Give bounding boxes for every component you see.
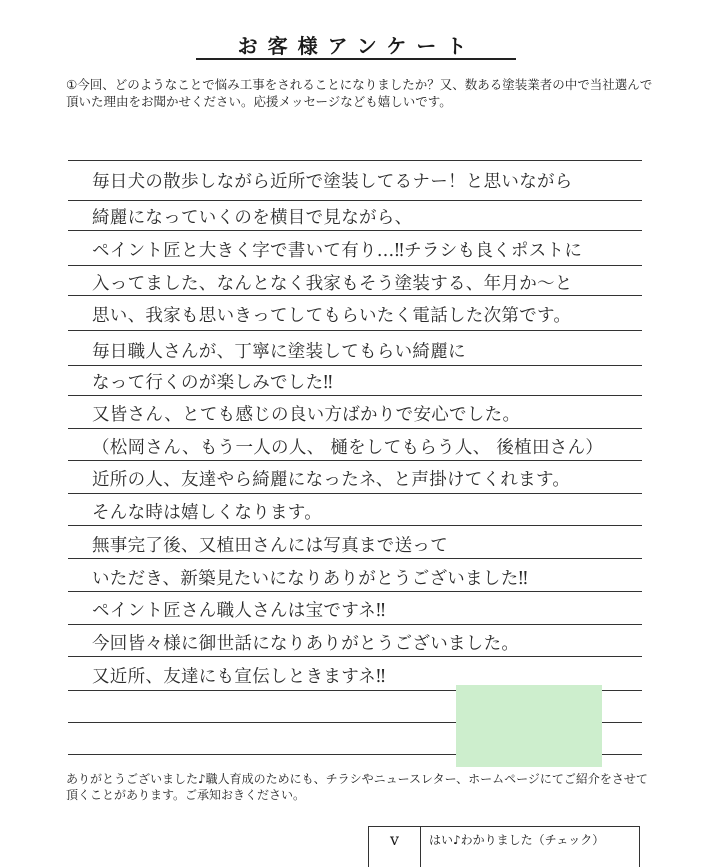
ruled-line <box>68 330 642 331</box>
ruled-line <box>68 656 642 657</box>
ruled-line <box>68 525 642 526</box>
answer-line: （松岡さん、もう一人の人、 樋をしてもらう人、 後植田さん） <box>92 438 604 458</box>
answer-line: 入ってました、なんとなく我家もそう塗装する、年月か～と <box>92 274 573 294</box>
consent-label: はい♪わかりました（チェック） <box>429 833 605 847</box>
answer-line: 近所の人、友達やら綺麗になったネ、と声掛けてくれます。 <box>92 470 571 490</box>
ruled-line <box>68 265 642 266</box>
ruled-line <box>68 395 642 396</box>
ruled-line <box>68 365 642 366</box>
answer-line: 綺麗になっていくのを横目で見ながら、 <box>92 208 413 228</box>
ruled-line <box>68 591 642 592</box>
answer-line: 思い、我家も思いきってしてもらいたく電話した次第です。 <box>92 306 572 326</box>
answer-line: 今回皆々様に御世話になりありがとうございました。 <box>92 634 520 654</box>
ruled-line <box>68 200 642 201</box>
answer-line: 無事完了後、又植田さんには写真まで送って <box>92 536 448 556</box>
ruled-line <box>68 295 642 296</box>
answer-line: 又近所、友達にも宣伝しときますネ‼ <box>92 667 386 687</box>
consent-checkbox-row[interactable] <box>368 826 640 867</box>
ruled-line <box>68 428 642 429</box>
ruled-line <box>68 558 642 559</box>
answer-line: いただき、新築見たいになりありがとうございました‼ <box>92 569 529 589</box>
title-underline <box>196 58 516 60</box>
answer-line: 又皆さん、とても感じの良い方ばかりで安心でした。 <box>92 405 521 425</box>
ruled-line <box>68 160 642 161</box>
footer-note: ありがとうございました♪職人育成のためにも、チラシやニュースレター、ホームページにてご紹介をさせて頂くことがあります。ご承知おきください。 <box>66 772 648 802</box>
check-mark[interactable]: v <box>369 827 421 867</box>
answer-line: 毎日犬の散歩しながら近所で塗装してるナー！と思いながら <box>92 172 573 192</box>
ruled-line <box>68 624 642 625</box>
ruled-line <box>68 230 642 231</box>
answer-line: ペイント匠さん職人さんは宝ですネ‼ <box>92 601 386 621</box>
ruled-line <box>68 460 642 461</box>
answer-line: そんな時は嬉しくなります。 <box>92 503 322 523</box>
redaction-block <box>456 685 602 767</box>
page-title: お客様アンケート <box>237 34 477 58</box>
question-text: ①今回、どのようなことで悩み工事をされることになりましたか？又、数ある塗装業者の中で当社選んで頂いた理由をお聞かせください。応援メッセージなども嬉しいです。 <box>66 77 653 109</box>
answer-line: ペイント匠と大きく字で書いて有り…‼チラシも良くポストに <box>92 241 583 261</box>
answer-line: なって行くのが楽しみでした‼ <box>92 373 333 393</box>
ruled-line <box>68 493 642 494</box>
answer-line: 毎日職人さんが、丁寧に塗装してもらい綺麗に <box>92 342 466 362</box>
